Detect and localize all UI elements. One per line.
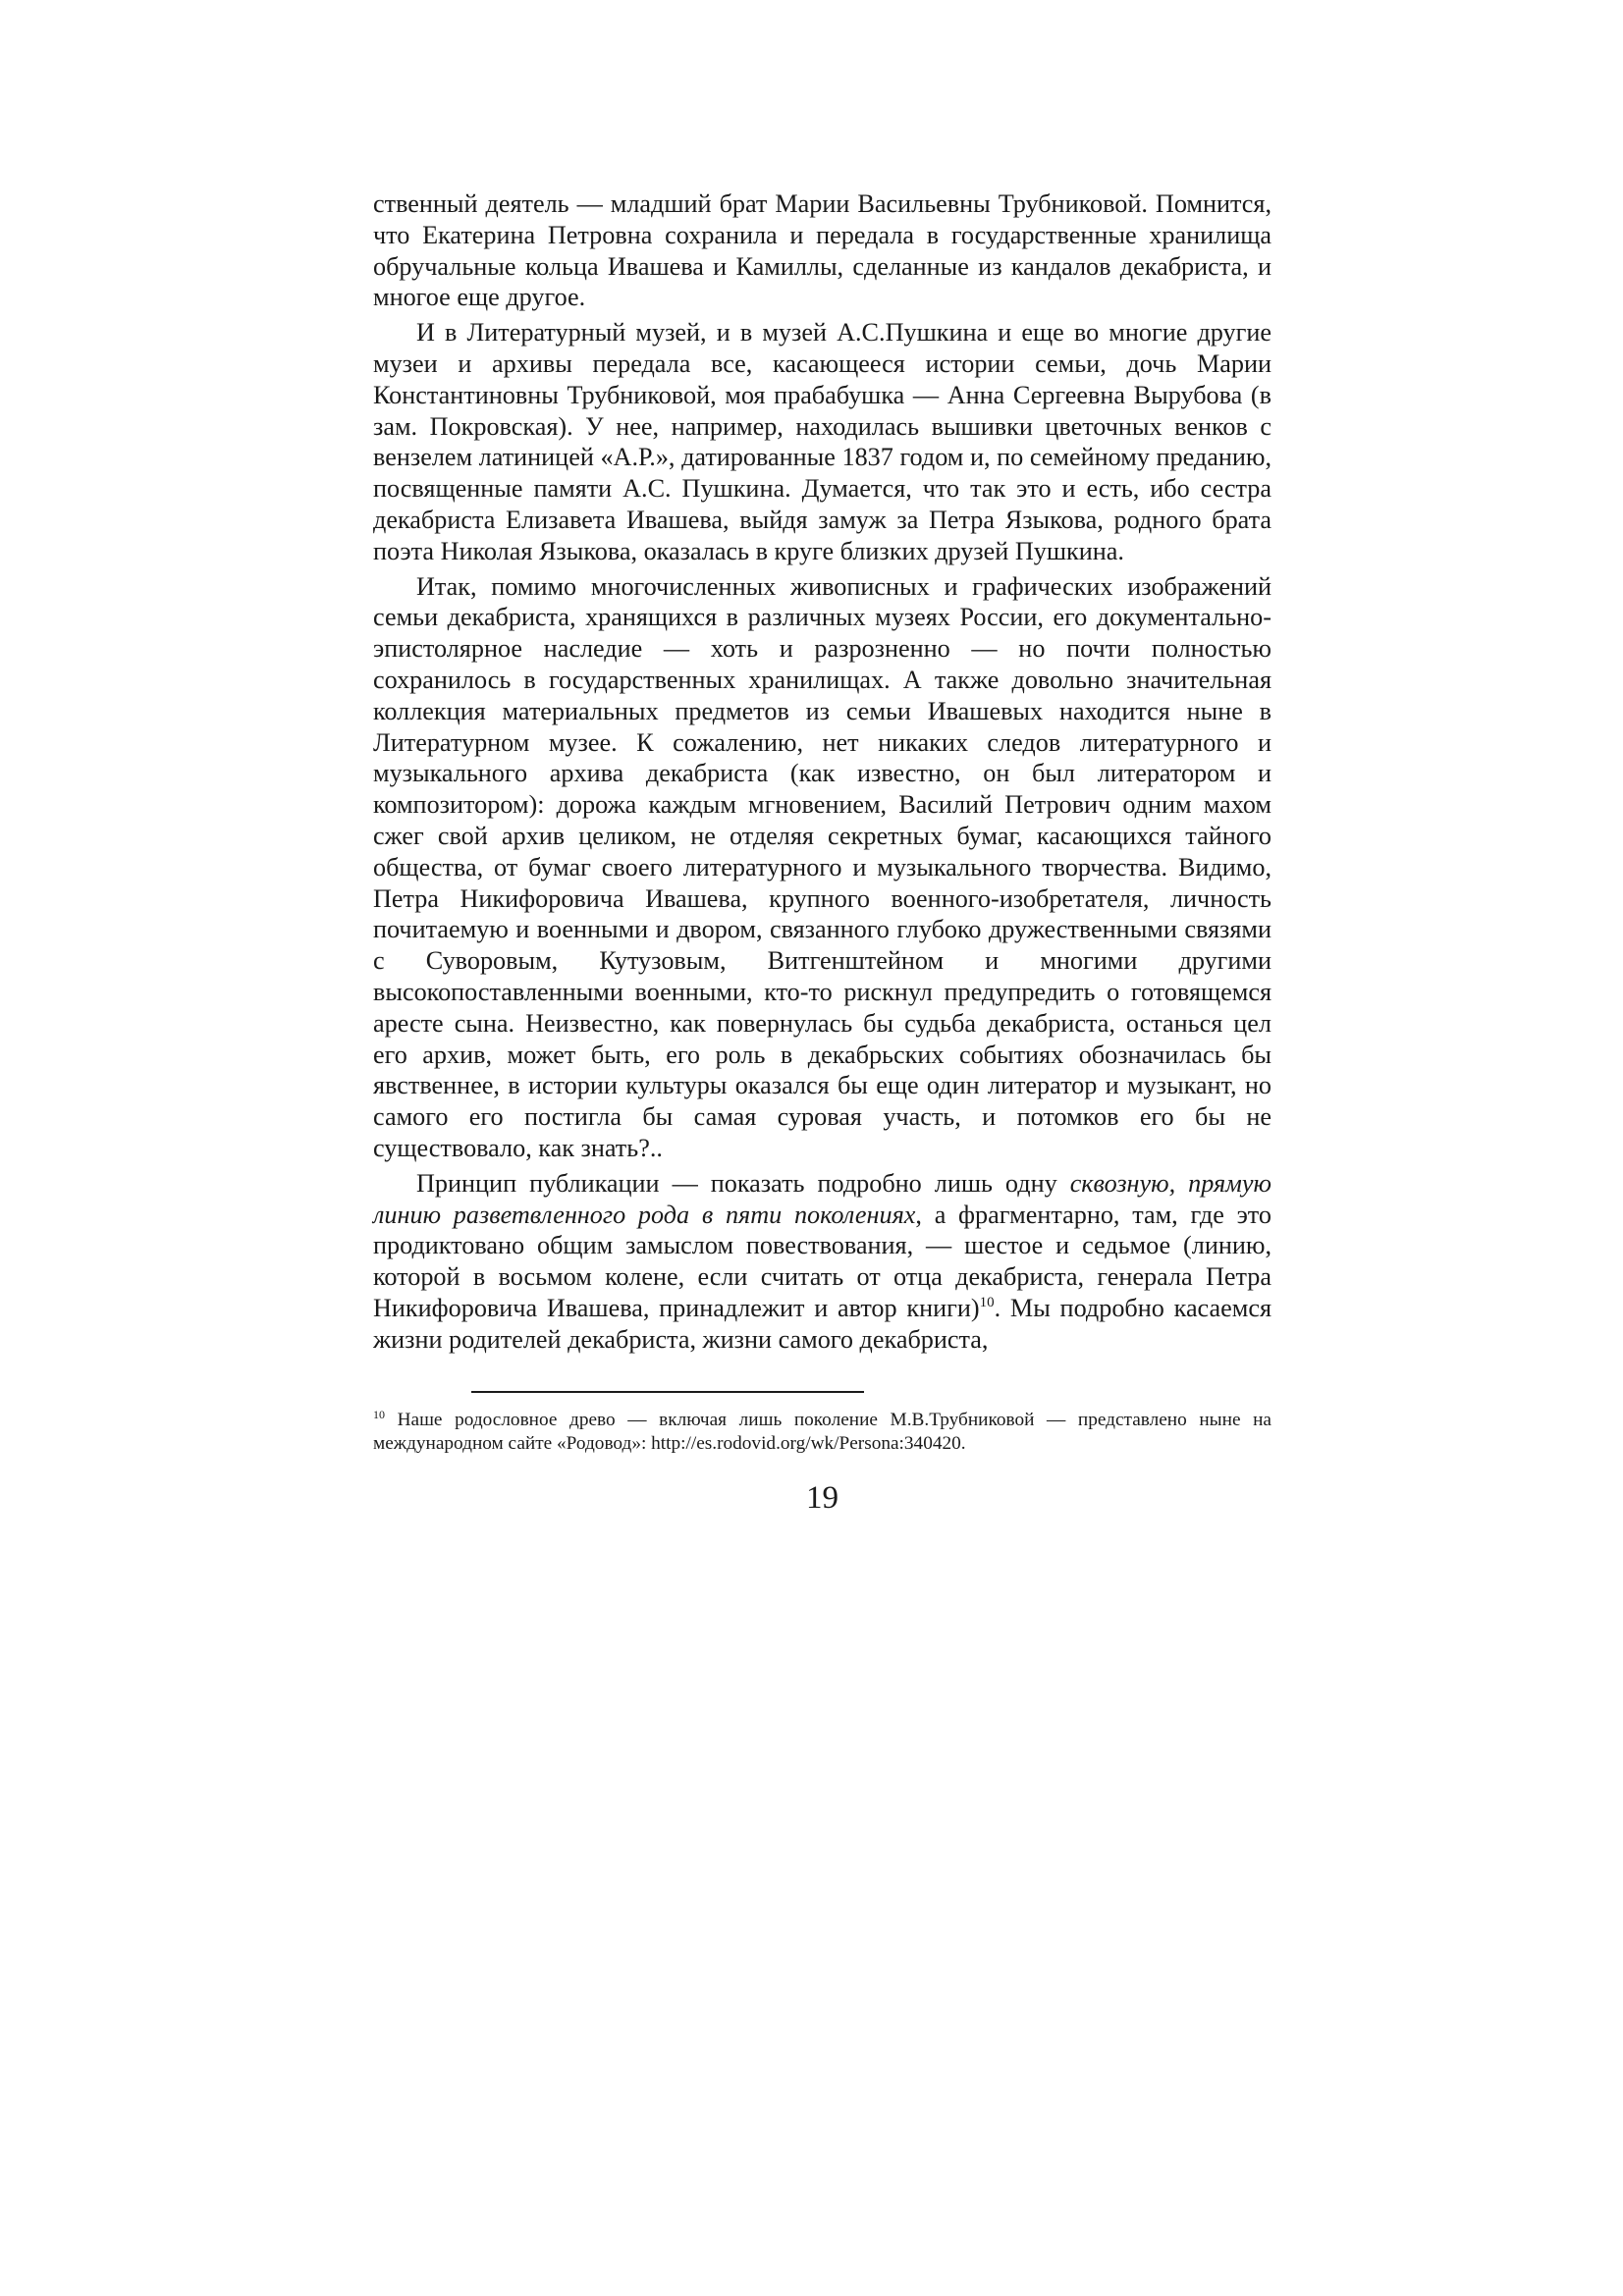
paragraph-4-text-middle: , а фрагментарно, там, где это продиктовано общим замыслом повествования, — шестое и седьмое (линию, которой в восьмом колене, если считать от отца декабриста, генерала Петра Никифоровича Ивашева, принадлежит и автор книги) — [373, 1200, 1271, 1322]
paragraph-3 — [373, 571, 1271, 1164]
paragraph-2-text: И в Литературный музей, и в музей А.С.Пушкина и еще во многие другие музеи и архивы передала все, касающееся истории семьи, дочь Марии Константиновны Трубниковой, моя прабабушка — Анна Сергеевна Вырубова (в зам. Покровская). У нее, например, находилась вышивки цветочных венков с вензелем латиницей «А.Р.», датированные 1837 годом и, по семейному преданию, посвященные памяти А.С. Пушкина. Думается, что так это и есть, ибо сестра декабриста Елизавета Ивашева, выйдя замуж за Петра Языкова, родного брата поэта Николая Языкова, оказалась в круге близких друзей Пушкина. — [373, 318, 1271, 565]
book-page — [373, 188, 1271, 1518]
footnote-text: Наше родословное древо — включая лишь поколение М.В.Трубниковой — представлено ныне на международном сайте «Родовод»: http://es.rodovid.org/wk/Persona:340420. — [373, 1410, 1271, 1454]
paragraph-2 — [373, 317, 1271, 566]
footnote-10 — [373, 1409, 1271, 1455]
paragraph-4-italic-emphasis: сквозную, прямую линию разветвленного рода в пяти поколениях — [373, 1168, 1271, 1229]
paragraph-4 — [373, 1168, 1271, 1356]
footnotes — [373, 1409, 1271, 1455]
footnote-reference-10: 10 — [979, 1294, 995, 1310]
body-text — [373, 188, 1271, 1355]
paragraph-1 — [373, 188, 1271, 313]
page-number: 19 — [806, 1480, 839, 1517]
paragraph-4-text-start: Принцип публикации — показать подробно лишь одну — [416, 1168, 1070, 1198]
paragraph-1-text: ственный деятель — младший брат Марии Васильевны Трубниковой. Помнится, что Екатерина Петровна сохранила и передала в государственные хранилища обручальные кольца Ивашева и Камиллы, сделанные из кандалов декабриста, и многое еще другое. — [373, 189, 1271, 312]
footnote-separator — [471, 1391, 864, 1393]
paragraph-3-text: Итак, помимо многочисленных живописных и графических изображений семьи декабриста, хранящихся в различных музеях России, его документально-эпистолярное наследие — хоть и разрозненно — но почти полностью сохранилось в государственных хранилищах. А также довольно значительная коллекция материальных предметов из семьи Ивашевых находится ныне в Литературном музее. К сожалению, нет никаких следов литературного и музыкального архива декабриста (как известно, он был литератором и композитором): дорожа каждым мгновением, Василий Петрович одним махом сжег свой архив целиком, не отделяя секретных бумаг, касающихся тайного общества, от бумаг своего литературного и музыкального творчества. Видимо, Петра Никифоровича Ивашева, крупного военного-изобретателя, личность почитаемую и военными и двором, связанного глубоко дружественными связями с Суворовым, Кутузовым, Витгенштейном и многими другими высокопоставленными военными, кто-то рискнул предупредить о готовящемся аресте сына. Неизвестно, как повернулась бы судьба декабриста, останься цел его архив, может быть, его роль в декабрьских событиях обозначилась бы явственнее, в истории культуры оказался бы еще один литератор и музыкант, но самого его постигла бы самая суровая участь, и потомков его бы не существовало, как знать?.. — [373, 571, 1271, 1162]
footnote-marker: 10 — [373, 1408, 385, 1422]
paragraph-4-text-end: . Мы подробно касаемся жизни родителей декабриста, жизни самого декабриста, — [373, 1293, 1271, 1354]
